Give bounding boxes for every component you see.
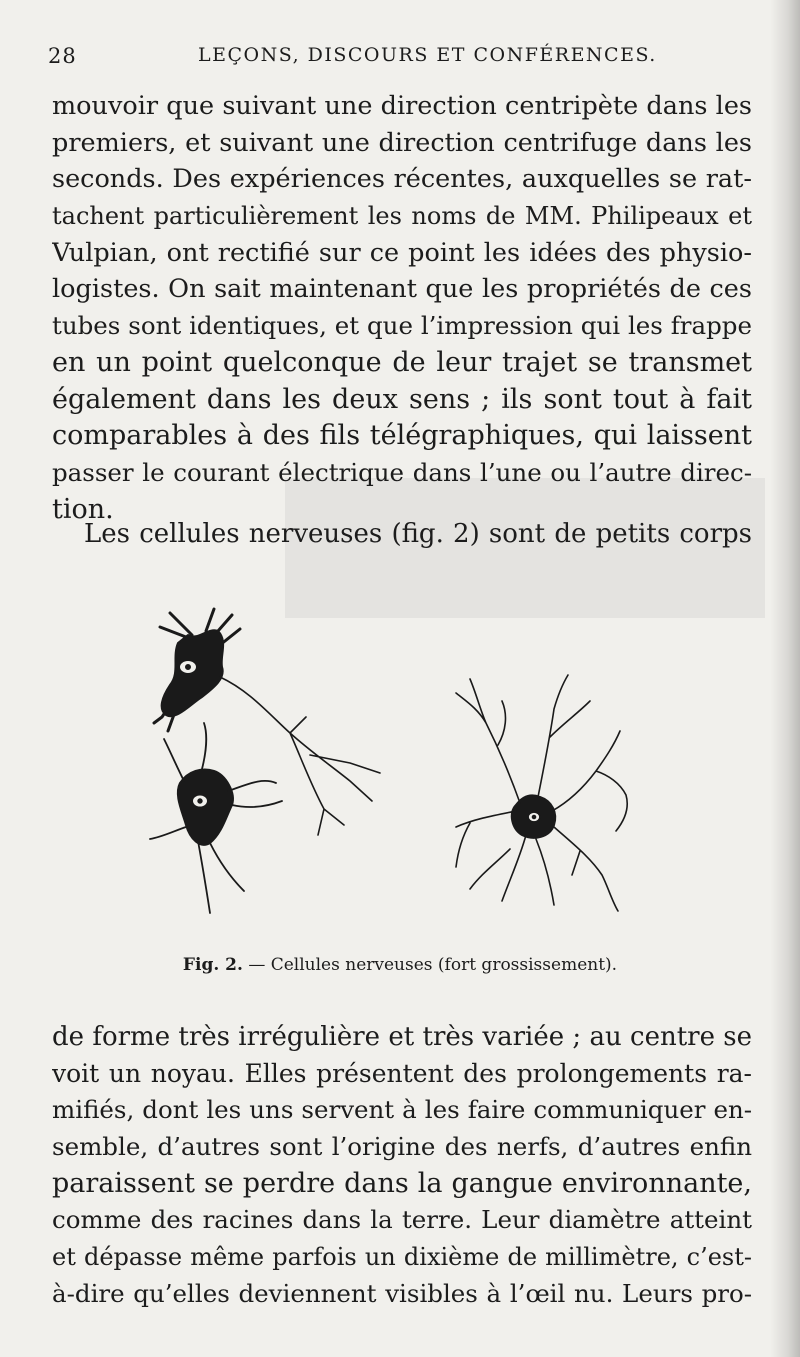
paragraph-2	[52, 516, 752, 553]
figure-caption-text: — Cellules nerveuses (fort grossissement).	[248, 955, 618, 975]
paragraph-3	[52, 1019, 752, 1313]
text-line: tachent particulièrement les noms de MM. Philipeaux et	[52, 202, 752, 231]
page-edge-shadow	[770, 0, 800, 1357]
nerve-cells-illustration	[140, 605, 720, 930]
figure-caption-label: Fig. 2.	[182, 955, 243, 975]
nerve-cell-right	[456, 675, 627, 911]
text-line: également dans les deux sens ; ils sont tout à fait	[52, 383, 752, 415]
running-head	[48, 44, 752, 78]
text-line: tion.	[52, 493, 114, 525]
text-line: de forme très irrégulière et très variée ; au centre se	[52, 1022, 752, 1052]
text-line: logistes. On sait maintenant que les propriétés de ces	[52, 274, 752, 305]
text-line: mifiés, dont les uns servent à les faire communiquer en-	[52, 1095, 752, 1125]
text-line: voit un noyau. Elles présentent des prolongements ra-	[52, 1058, 752, 1088]
text-line: à-dire qu’elles deviennent visibles à l’œil nu. Leurs pro-	[52, 1278, 752, 1308]
page-number: 28	[48, 44, 77, 68]
text-line: en un point quelconque de leur trajet se transmet	[52, 346, 752, 378]
text-line: seconds. Des expériences récentes, auxquelles se rat-	[52, 164, 752, 195]
text-line: Vulpian, ont rectifié sur ce point les idées des physio-	[52, 237, 752, 268]
text-line: Les cellules nerveuses (fig. 2) sont de petits corps	[84, 519, 752, 549]
figure-caption	[0, 955, 800, 975]
paragraph-1	[52, 88, 752, 528]
text-line: et dépasse même parfois un dixième de millimètre, c’est-	[52, 1243, 752, 1272]
text-line: semble, d’autres sont l’origine des nerfs, d’autres enfin	[52, 1132, 752, 1162]
text-line: premiers, et suivant une direction centrifuge dans les	[52, 127, 752, 158]
text-line: comme des racines dans la terre. Leur diamètre atteint	[52, 1205, 752, 1235]
running-head-title: LEÇONS, DISCOURS ET CONFÉRENCES.	[198, 44, 657, 66]
text-line: passer le courant électrique dans l’une ou l’autre direc-	[52, 457, 752, 487]
text-line: tubes sont identiques, et que l’impression qui les frappe	[52, 311, 752, 341]
text-line: mouvoir que suivant une direction centripète dans les	[52, 91, 752, 121]
text-line: comparables à des fils télégraphiques, qui laissent	[52, 420, 752, 452]
figure-nerve-cells	[140, 605, 720, 930]
nerve-cell-bottom-left	[150, 723, 282, 913]
text-line: paraissent se perdre dans la gangue environnante,	[52, 1167, 752, 1199]
